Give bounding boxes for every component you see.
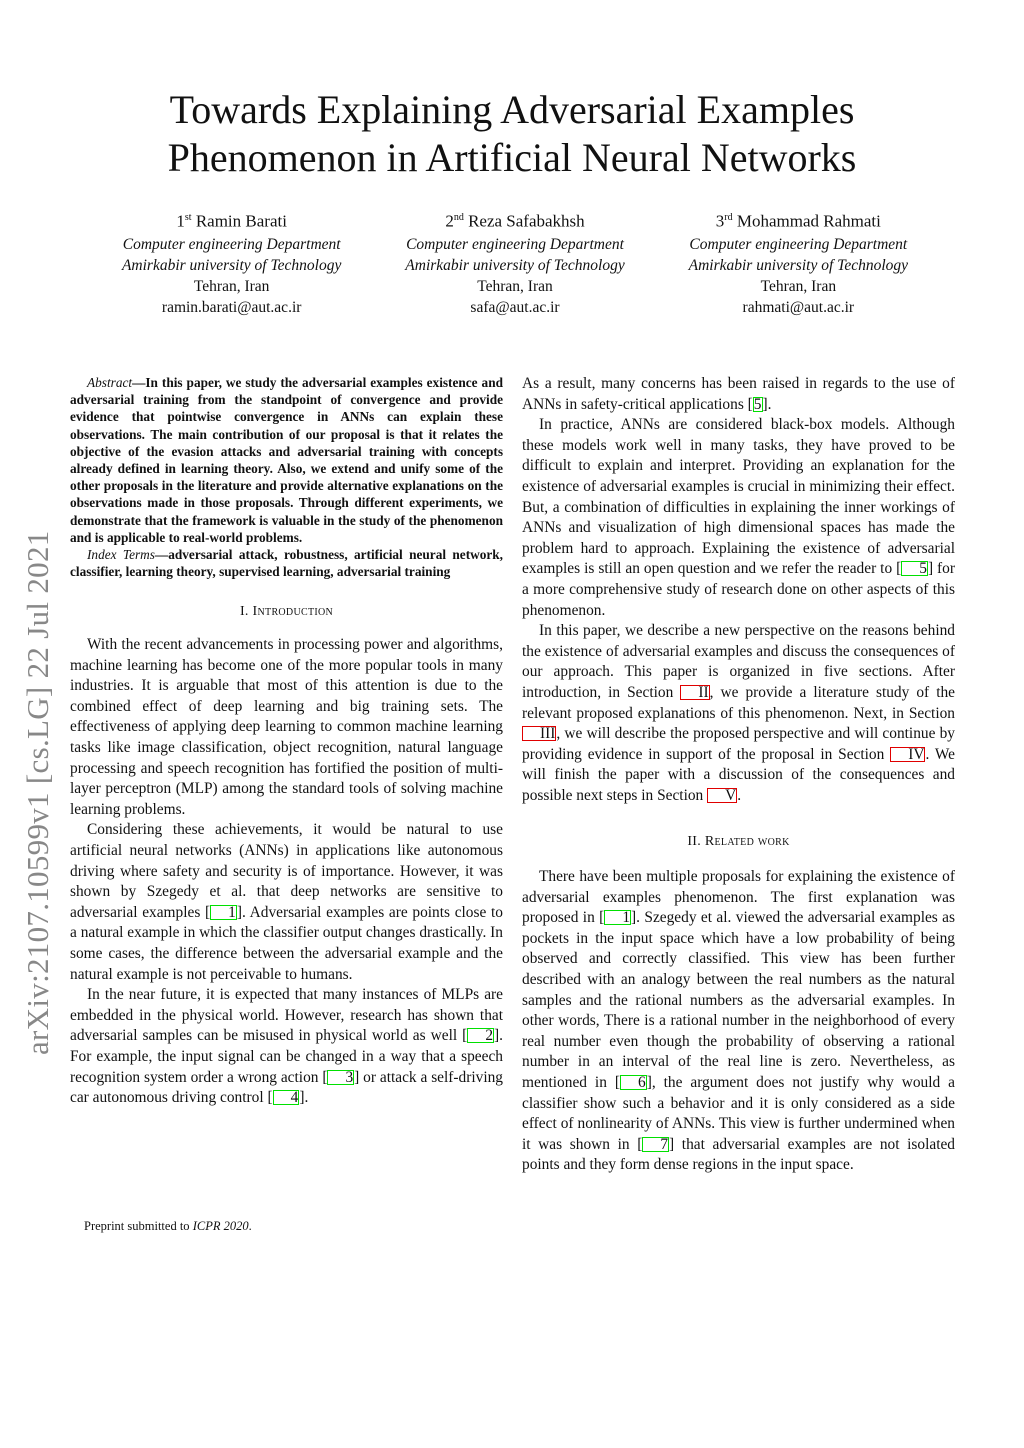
section-link[interactable]: II xyxy=(680,685,709,700)
section-link[interactable]: III xyxy=(522,726,556,741)
author-1 xyxy=(90,206,373,318)
author-ordinal-sup: nd xyxy=(453,212,464,223)
body-paragraph: With the recent advancements in processing power and algorithms, machine learning has become one of the more popular tools in many industries. It is arguable that most of this attention is due to the combined effect of deep learning and big training sets. The effectiveness of applying deep learning to common machine learning tasks like image classification, object recognition, natural language processing and speech recognition has fortified the position of multi-layer perceptron (MLP) among the standard tools of solving machine learning problems. xyxy=(70,636,503,818)
citation-link[interactable]: 7 xyxy=(642,1137,669,1152)
citation-link[interactable]: 1 xyxy=(210,905,237,920)
author-ordinal: 1 xyxy=(176,211,185,231)
author-ordinal-sup: st xyxy=(184,212,192,223)
footnote xyxy=(84,1219,252,1234)
citation-link[interactable]: 2 xyxy=(467,1028,494,1043)
author-3 xyxy=(657,206,940,318)
title-line-2: Phenomenon in Artificial Neural Networks xyxy=(167,135,857,180)
section-number: II. xyxy=(687,834,702,850)
abstract xyxy=(70,374,503,546)
author-ordinal: 3 xyxy=(715,211,725,231)
title-line-1: Towards Explaining Adversarial Examples xyxy=(169,87,855,132)
author-name: Ramin Barati xyxy=(195,211,287,231)
arxiv-stamp: arXiv:2107.10599v1 [cs.LG] 22 Jul 2021 xyxy=(20,530,55,1055)
section-heading-related-work xyxy=(522,832,955,853)
author-name: Reza Safabakhsh xyxy=(468,211,585,231)
author-ordinal: 2 xyxy=(445,211,454,231)
author-city: Tehran, Iran xyxy=(760,277,837,295)
citation-link[interactable]: 5 xyxy=(753,395,762,413)
footnote-suffix: . xyxy=(248,1219,252,1233)
index-terms-label: Index Terms xyxy=(87,547,155,563)
section-heading-introduction xyxy=(70,602,503,623)
section-title: Related work xyxy=(704,834,790,850)
index-terms xyxy=(70,546,503,580)
author-ordinal-sup: rd xyxy=(724,212,733,223)
footnote-venue: ICPR 2020 xyxy=(192,1219,249,1233)
abstract-label: Abstract xyxy=(87,375,133,390)
section-number: I. xyxy=(239,604,249,620)
intro-body-continued xyxy=(522,374,955,806)
body-paragraph: As a result, many concerns has been raised in regards to the use of ANNs in safety-critical applications [5]. xyxy=(522,375,955,413)
author-email[interactable]: rahmati@aut.ac.ir xyxy=(742,298,855,316)
related-work-body xyxy=(522,867,955,1176)
footnote-text: Preprint submitted to xyxy=(84,1219,193,1233)
left-column xyxy=(70,374,503,1109)
author-univ: Amirkabir university of Technology xyxy=(121,256,342,274)
body-paragraph: In this paper, we describe a new perspective on the reasons behind the existence of adversarial examples and discuss the consequences of our approach. This paper is organized in five sections. After introduction, in Section II, we provide a literature study of the relevant proposed explanations of this phenomenon. Next, in Section III, we will describe the proposed perspective and will continue by providing evidence in support of the proposal in Section IV. We will finish the paper with a discussion of the consequences and possible next steps in Section V. xyxy=(522,622,955,804)
author-dept: Computer engineering Department xyxy=(689,235,908,253)
citation-link[interactable]: 3 xyxy=(327,1070,354,1085)
author-dept: Computer engineering Department xyxy=(406,235,624,253)
section-link[interactable]: V xyxy=(707,788,737,803)
author-email[interactable]: ramin.barati@aut.ac.ir xyxy=(161,298,302,316)
author-2 xyxy=(373,206,656,318)
author-name: Mohammad Rahmati xyxy=(736,211,881,231)
index-terms-text: —adversarial attack, robustness, artificial neural network, classifier, learning theory, supervised learning, adversarial training xyxy=(70,547,503,580)
author-city: Tehran, Iran xyxy=(193,277,270,295)
citation-link[interactable]: 5 xyxy=(901,561,928,576)
intro-body xyxy=(70,635,503,1109)
author-block xyxy=(90,206,940,318)
citation-link[interactable]: 6 xyxy=(620,1075,647,1090)
body-paragraph: There have been multiple proposals for explaining the existence of adversarial examples phenomenon. The first explanation was proposed in [ 1]. Szegedy et al. viewed the adversarial examples as pockets in the input space which have a low probability of being observed and correctly classified. This view has been further described with an analogy between the real numbers as the natural samples and the rational numbers as the adversarial examples. In other words, There is a rational number in the neighborhood of every real number even though the probability of observing a rational number in an interval of the real line is zero. Nevertheless, as mentioned in [ 6], the argument does not justify why would a classifier show such a behavior and it is only considered as a side effect of nonlinearity of ANNs. This view is further undermined when it was shown in [ 7] that adversarial examples are not isolated points and they form dense regions in the input space. xyxy=(522,868,956,1174)
author-city: Tehran, Iran xyxy=(477,277,553,295)
section-link[interactable]: IV xyxy=(890,747,925,762)
right-column xyxy=(522,374,955,1176)
paper-title xyxy=(0,86,1024,182)
section-title: Introduction xyxy=(252,604,334,620)
abstract-text: —In this paper, we study the adversarial examples existence and adversarial training from the standpoint of convergence and provide evidence that pointwise convergence in ANNs can explain these observations. The main contribution of our proposal is that it relates the objective of the evasion attacks and adversarial training with concepts already defined in learning theory. Also, we extend and unify some of the other proposals in the literature and provide alternative explanations on the observations made in those proposals. Through different experiments, we demonstrate that the framework is valuable in the study of the phenomenon and is applicable to real-world problems. xyxy=(70,375,503,545)
author-univ: Amirkabir university of Technology xyxy=(688,256,909,274)
author-email[interactable]: safa@aut.ac.ir xyxy=(470,298,560,316)
body-paragraph: Considering these achievements, it would be natural to use artificial neural networks (ANNs) in applications like autonomous driving where safety and security is of importance. However, it was shown by Szegedy et al. that deep networks are sensitive to adversarial examples [ 1]. Adversarial examples are points close to a natural example in which the classifier output changes drastically. In some cases, the difference between the adversarial example and the natural example is not perceivable to humans. xyxy=(70,821,503,983)
author-dept: Computer engineering Department xyxy=(122,235,341,253)
body-paragraph: In practice, ANNs are considered black-box models. Although these models work well in many tasks, they have proved to be difficult to explain and interpret. Providing an explanation for the existence of adversarial examples is crucial in minimizing their effect. But, a combination of difficulties in explaining the inner workings of ANNs and visualization of high dimensional spaces has made the problem hard to approach. Explaining the existence of adversarial examples is still an open question and we refer the reader to [ 5] for a more comprehensive study of research done on other aspects of this phenomenon. xyxy=(522,416,955,619)
citation-link[interactable]: 4 xyxy=(273,1090,300,1105)
body-paragraph: In the near future, it is expected that many instances of MLPs are embedded in the physical world. However, research has shown that adversarial samples can be misused in physical world as well [ 2]. For example, the input signal can be changed in a way that a speech recognition system order a wrong action [ 3] or attack a self-driving car autonomous driving control [ 4]. xyxy=(70,986,503,1107)
citation-link[interactable]: 1 xyxy=(604,910,631,925)
author-univ: Amirkabir university of Technology xyxy=(405,256,625,274)
